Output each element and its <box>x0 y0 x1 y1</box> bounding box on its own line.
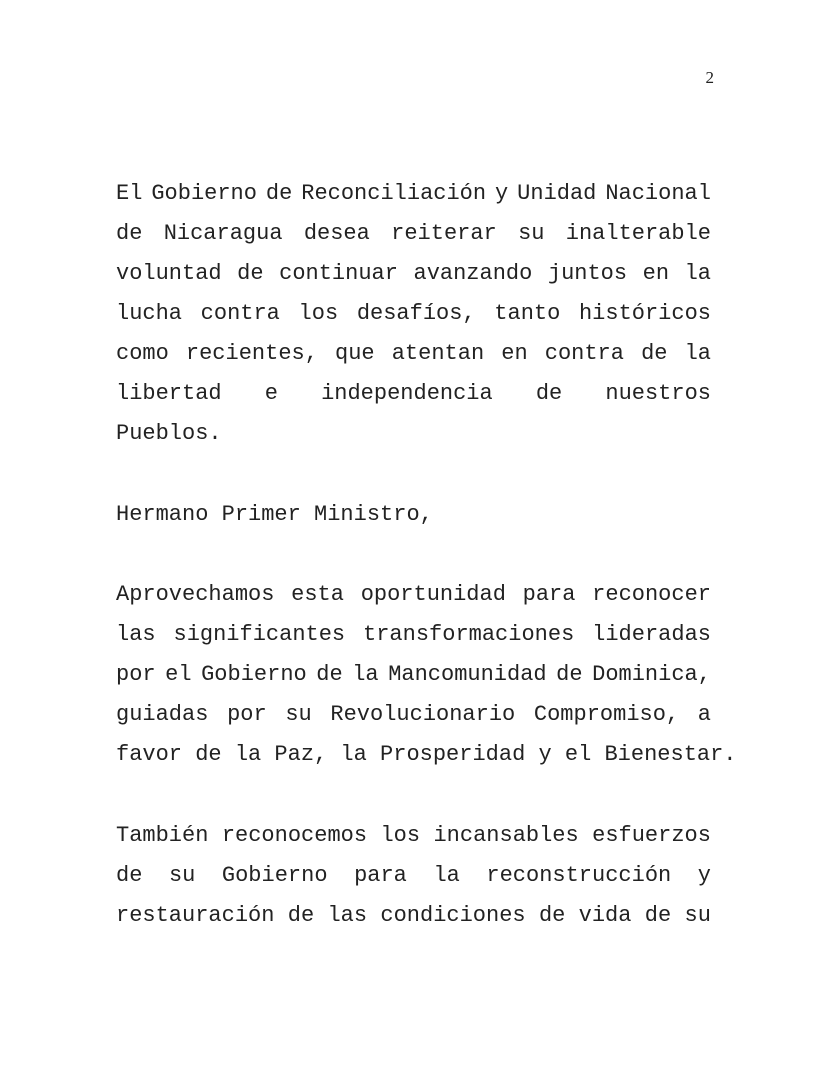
text-line: las significantes transformaciones lideradas <box>116 622 711 647</box>
text-line: Aprovechamos esta oportunidad para reconocer <box>116 582 711 607</box>
paragraph-salutation <box>116 495 711 535</box>
text-line: restauración de las condiciones de vida de su <box>116 903 711 928</box>
text-line: favor de la Paz, la Prosperidad y el Bienestar. <box>116 742 737 767</box>
paragraph-efforts <box>116 816 711 936</box>
paragraph-reconciliation <box>116 174 711 454</box>
text-line: El Gobierno de Reconciliación y Unidad Nacional <box>116 181 711 206</box>
text-line: de su Gobierno para la reconstrucción y <box>116 863 711 888</box>
text-line: voluntad de continuar avanzando juntos en la <box>116 261 711 286</box>
text-line: lucha contra los desafíos, tanto históricos <box>116 301 711 326</box>
text-line: como recientes, que atentan en contra de la <box>116 341 711 366</box>
text-line: Hermano Primer Ministro, <box>116 502 433 527</box>
paragraph-recognition <box>116 575 737 775</box>
text-line: por el Gobierno de la Mancomunidad de Dominica, <box>116 662 711 687</box>
page-number: 2 <box>705 68 714 87</box>
text-line: Pueblos. <box>116 421 222 446</box>
text-line: libertad e independencia de nuestros <box>116 381 711 406</box>
text-line: También reconocemos los incansables esfuerzos <box>116 823 711 848</box>
text-line: de Nicaragua desea reiterar su inalterable <box>116 221 711 246</box>
text-line: guiadas por su Revolucionario Compromiso, a <box>116 702 711 727</box>
